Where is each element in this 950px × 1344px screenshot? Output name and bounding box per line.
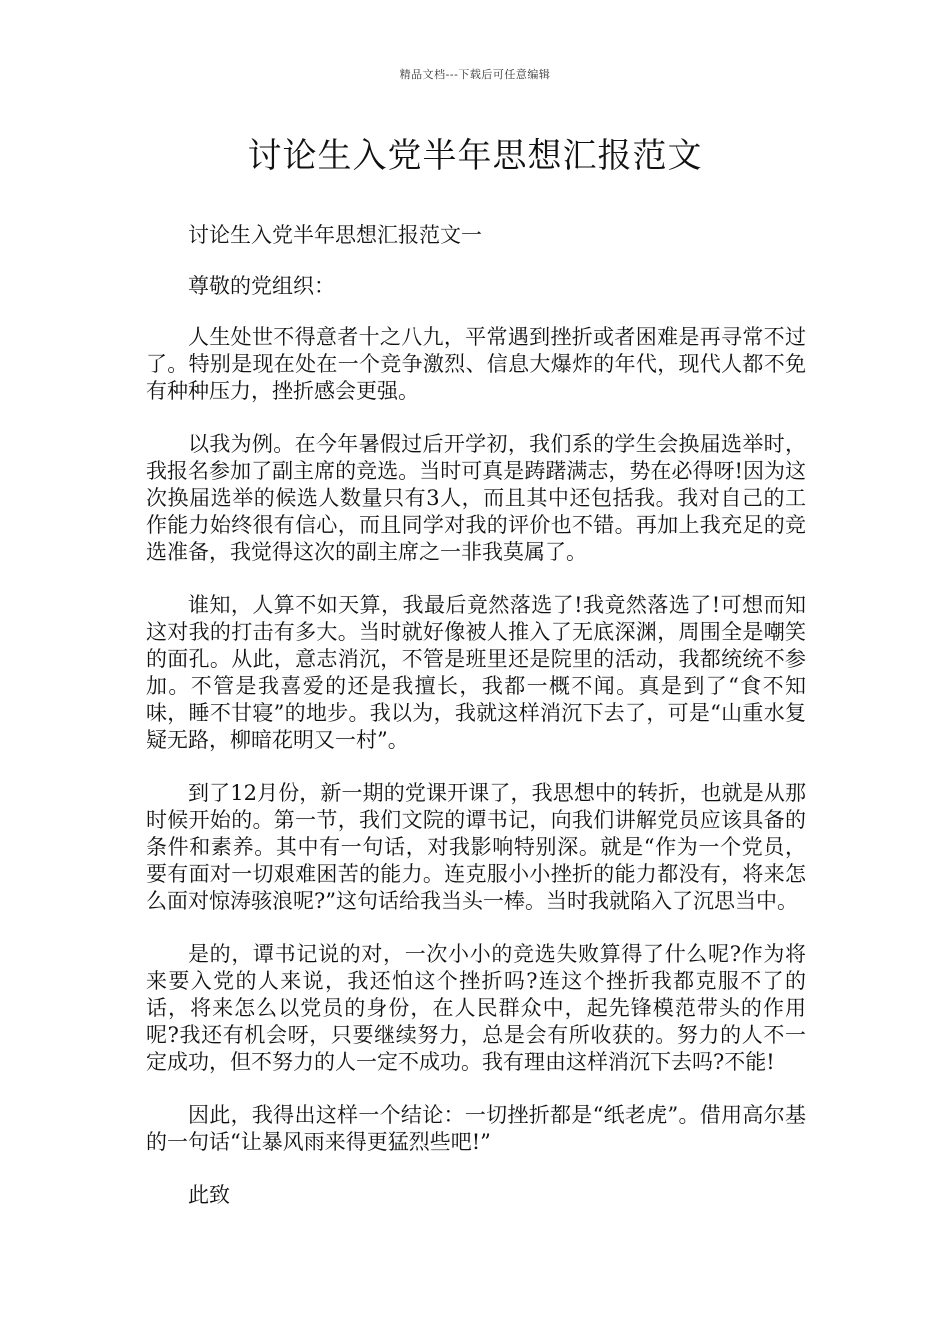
body-paragraph: 因此，我得出这样一个结论：一切挫折都是“纸老虎”。借用高尔基的一句话“让暴风雨来得更猛烈些吧!” xyxy=(146,1103,806,1154)
closing-line: 此致 xyxy=(188,1183,230,1207)
salutation: 尊敬的党组织： xyxy=(188,274,335,298)
section-heading: 讨论生入党半年思想汇报范文一 xyxy=(188,223,482,247)
body-paragraph: 到了12月份，新一期的党课开课了，我思想中的转折，也就是从那时候开始的。第一节，我们文院的谭书记，向我们讲解党员应该具备的条件和素养。其中有一句话，对我影响特别深。就是“作为一个党员，要有面对一切艰难困苦的能力。连克服小小挫折的能力都没有，将来怎么面对惊涛骇浪呢?”这句话给我当头一棒。当时我就陷入了沉思当中。 xyxy=(146,781,806,913)
body-paragraph: 是的，谭书记说的对，一次小小的竞选失败算得了什么呢?作为将来要入党的人来说，我还怕这个挫折吗?连这个挫折我都克服不了的话，将来怎么以党员的身份，在人民群众中，起先锋模范带头的作用呢?我还有机会呀，只要继续努力，总是会有所收获的。努力的人不一定成功，但不努力的人一定不成功。我有理由这样消沉下去吗?不能! xyxy=(146,942,806,1074)
body-paragraph: 以我为例。在今年暑假过后开学初，我们系的学生会换届选举时，我报名参加了副主席的竞选。当时可真是踌躇满志，势在必得呀!因为这次换届选举的候选人数量只有3人，而且其中还包括我。我对自己的工作能力始终很有信心，而且同学对我的评价也不错。再加上我充足的竞选准备，我觉得这次的副主席之一非我莫属了。 xyxy=(146,432,806,564)
body-paragraph: 人生处世不得意者十之八九，平常遇到挫折或者困难是再寻常不过了。特别是现在处在一个竞争激烈、信息大爆炸的年代，现代人都不免有种种压力，挫折感会更强。 xyxy=(146,325,806,403)
body-paragraph: 谁知，人算不如天算，我最后竟然落选了!我竟然落选了!可想而知这对我的打击有多大。当时就好像被人推入了无底深渊，周围全是嘲笑的面孔。从此，意志消沉，不管是班里还是院里的活动，我都统统不参加。不管是我喜爱的还是我擅长，我都一概不闻。真是到了“食不知味，睡不甘寝”的地步。我以为，我就这样消沉下去了，可是“山重水复疑无路，柳暗花明又一村”。 xyxy=(146,593,806,752)
document-body xyxy=(146,222,806,1235)
page-header: 精品文档---下载后可任意编辑 xyxy=(399,68,551,81)
document-title: 讨论生入党半年思想汇报范文 xyxy=(247,136,703,176)
